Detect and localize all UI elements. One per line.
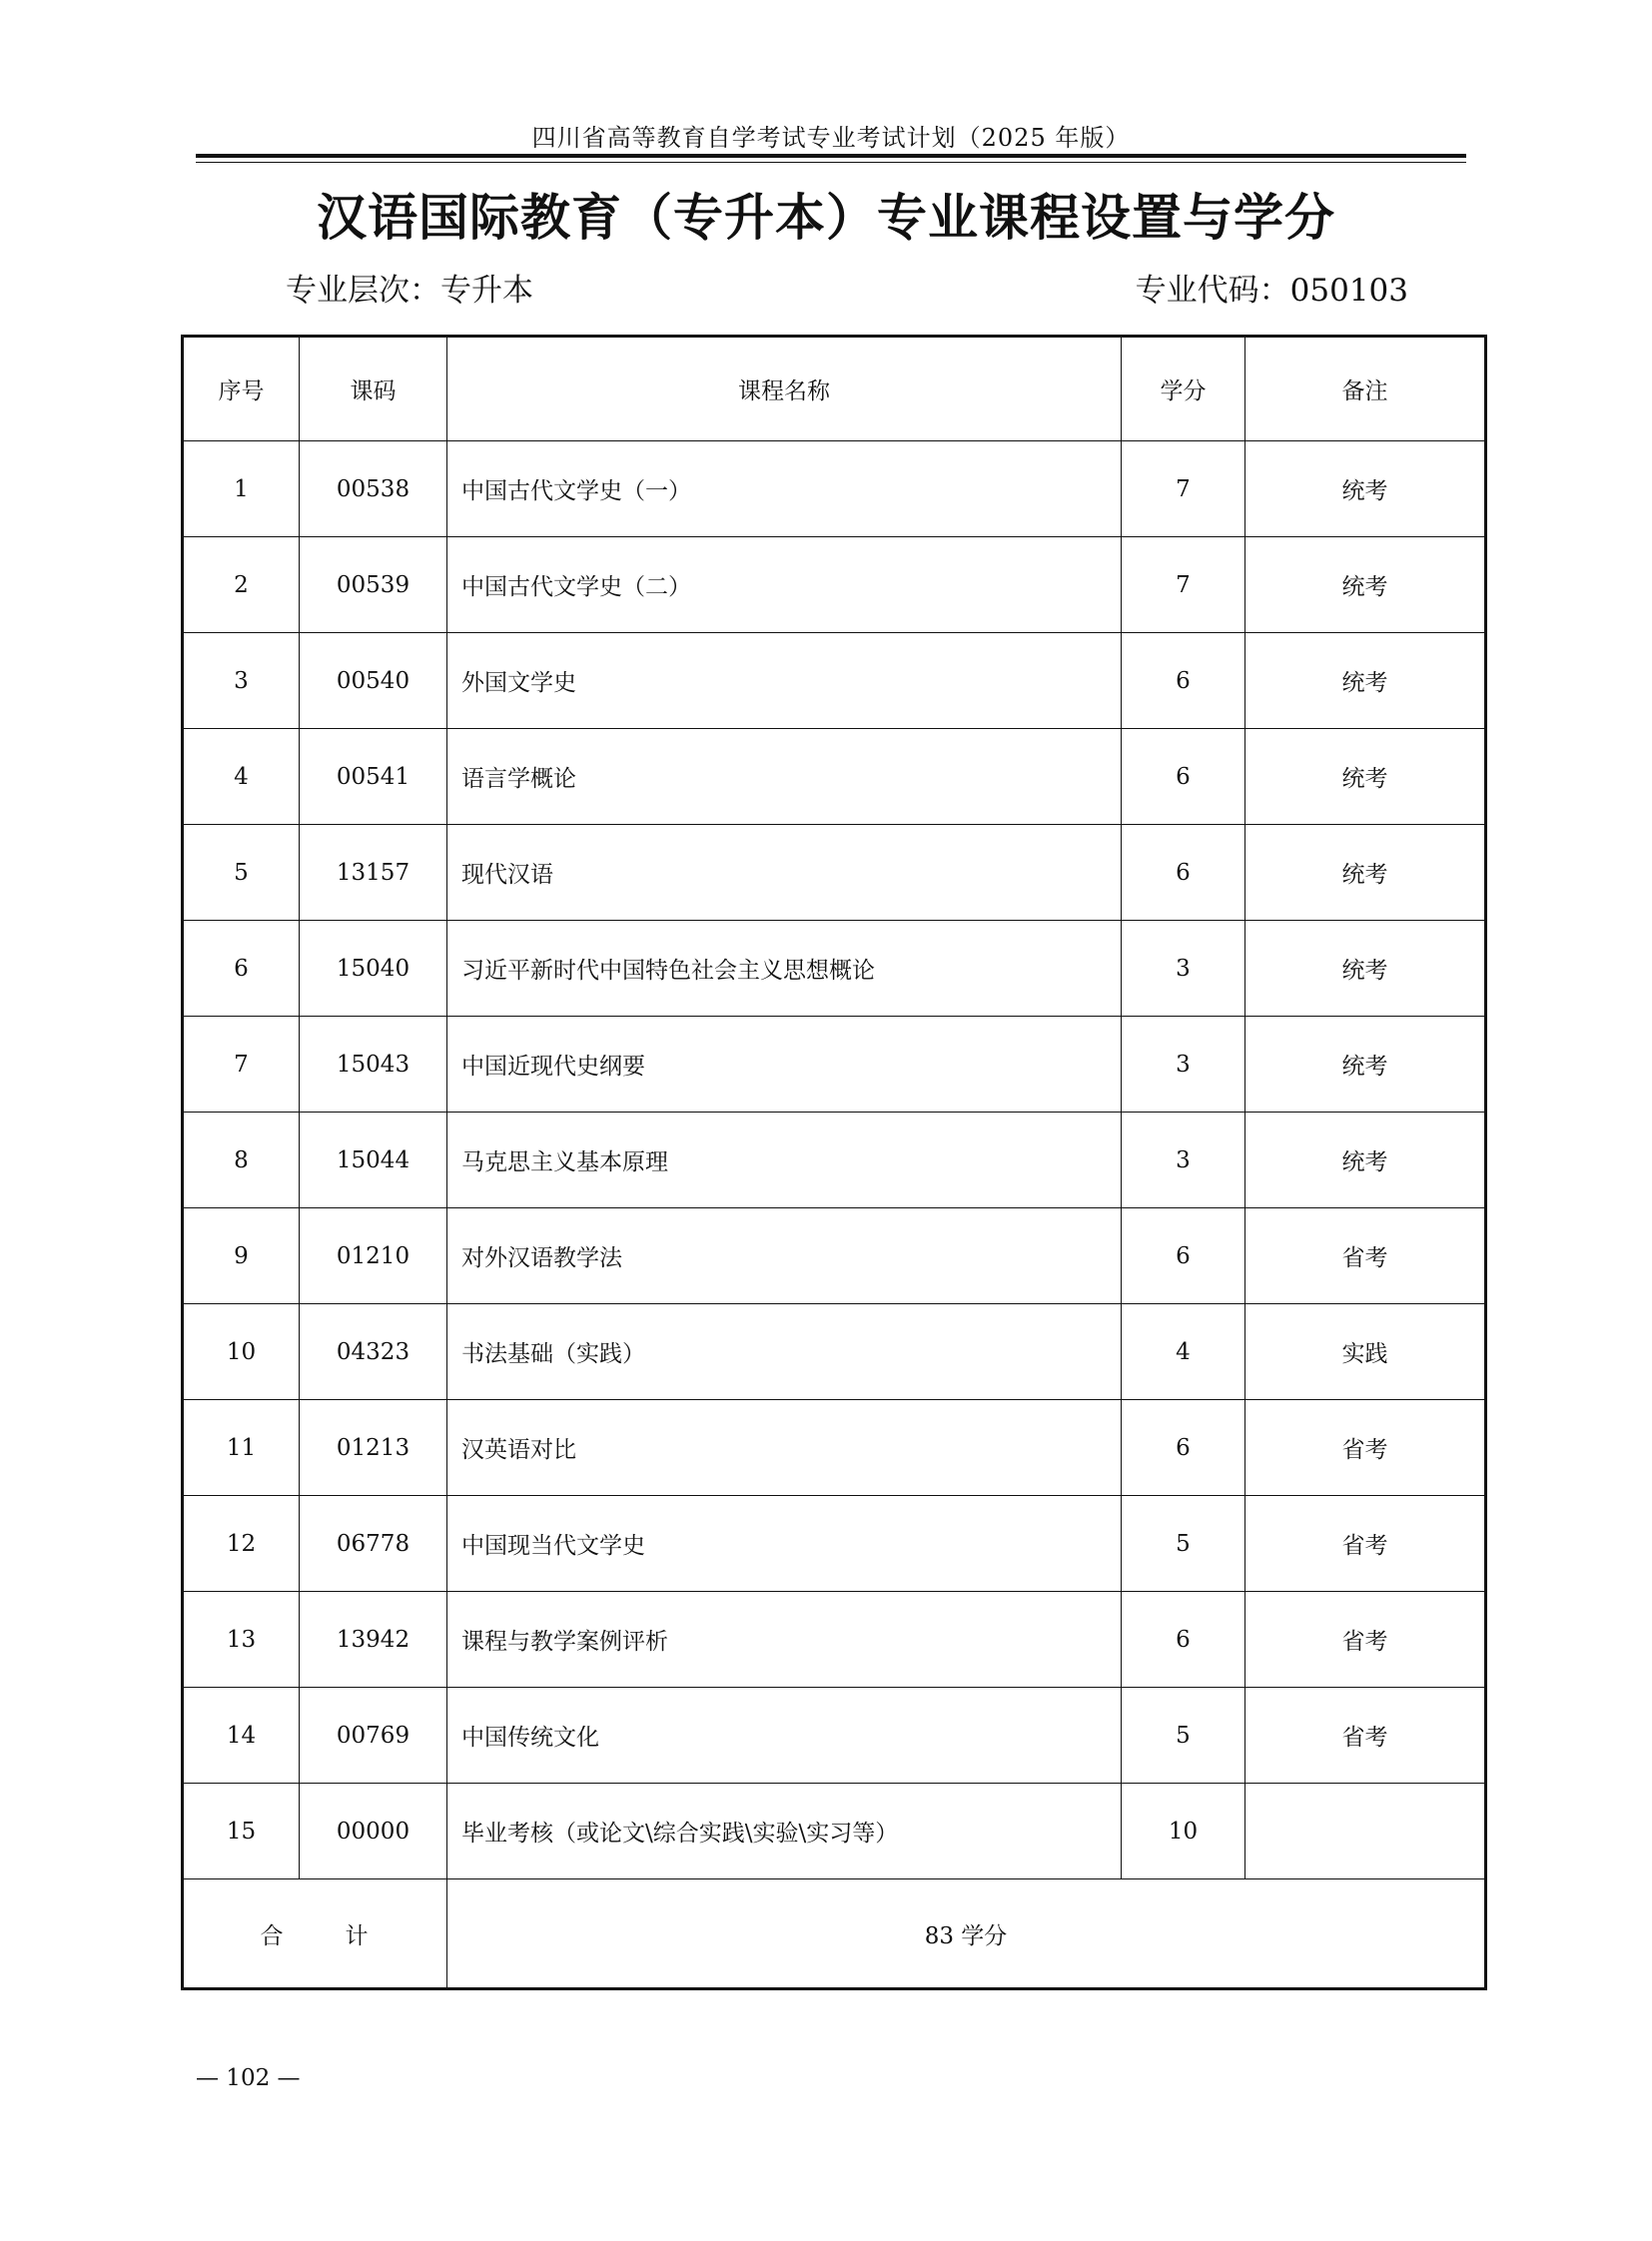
row-code: 00769	[300, 1688, 447, 1784]
total-value: 83 学分	[447, 1879, 1486, 1989]
row-code: 00539	[300, 537, 447, 633]
row-name: 现代汉语	[447, 825, 1122, 921]
row-name: 中国古代文学史（二）	[447, 537, 1122, 633]
row-note: 统考	[1245, 537, 1486, 633]
row-credits: 6	[1122, 633, 1245, 729]
table-row	[183, 441, 1486, 537]
row-no: 4	[183, 729, 300, 825]
page-title: 汉语国际教育（专升本）专业课程设置与学分	[317, 189, 1335, 247]
header-credits: 学分	[1122, 337, 1245, 441]
row-note: 统考	[1245, 633, 1486, 729]
row-no: 12	[183, 1496, 300, 1592]
table-row	[183, 1113, 1486, 1208]
page-number: — 102 —	[196, 2065, 301, 2091]
row-note: 省考	[1245, 1496, 1486, 1592]
row-name: 中国现当代文学史	[447, 1496, 1122, 1592]
table-row	[183, 1400, 1486, 1496]
table-row	[183, 1592, 1486, 1688]
table-row	[183, 1017, 1486, 1113]
row-name: 外国文学史	[447, 633, 1122, 729]
total-row	[183, 1879, 1486, 1989]
row-note: 统考	[1245, 825, 1486, 921]
table-row	[183, 729, 1486, 825]
row-code: 15043	[300, 1017, 447, 1113]
row-no: 9	[183, 1208, 300, 1304]
row-code: 15044	[300, 1113, 447, 1208]
row-name: 书法基础（实践）	[447, 1304, 1122, 1400]
row-code: 13942	[300, 1592, 447, 1688]
row-note: 省考	[1245, 1208, 1486, 1304]
row-credits: 6	[1122, 1400, 1245, 1496]
row-credits: 6	[1122, 1592, 1245, 1688]
row-credits: 3	[1122, 921, 1245, 1017]
row-credits: 3	[1122, 1017, 1245, 1113]
row-code: 00538	[300, 441, 447, 537]
header-name: 课程名称	[447, 337, 1122, 441]
row-credits: 5	[1122, 1688, 1245, 1784]
row-credits: 10	[1122, 1784, 1245, 1879]
row-no: 6	[183, 921, 300, 1017]
row-name: 对外汉语教学法	[447, 1208, 1122, 1304]
row-no: 8	[183, 1113, 300, 1208]
row-name: 语言学概论	[447, 729, 1122, 825]
table-row	[183, 633, 1486, 729]
row-name: 毕业考核（或论文\综合实践\实验\实习等）	[447, 1784, 1122, 1879]
course-table	[181, 335, 1487, 1990]
major-code-value: 050103	[1289, 273, 1408, 309]
row-name: 马克思主义基本原理	[447, 1113, 1122, 1208]
row-name: 中国传统文化	[447, 1688, 1122, 1784]
row-code: 00540	[300, 633, 447, 729]
total-label-b: 计	[345, 1922, 371, 1949]
row-credits: 6	[1122, 1208, 1245, 1304]
row-code: 00000	[300, 1784, 447, 1879]
header-note: 备注	[1245, 337, 1486, 441]
table-row	[183, 921, 1486, 1017]
header-rule-thick	[196, 154, 1466, 158]
row-note	[1245, 1784, 1486, 1879]
row-note: 统考	[1245, 921, 1486, 1017]
row-code: 01213	[300, 1400, 447, 1496]
table-row	[183, 1688, 1486, 1784]
row-no: 10	[183, 1304, 300, 1400]
header-code: 课码	[300, 337, 447, 441]
row-name: 中国近现代史纲要	[447, 1017, 1122, 1113]
row-no: 5	[183, 825, 300, 921]
table-row	[183, 1304, 1486, 1400]
row-code: 01210	[300, 1208, 447, 1304]
row-note: 省考	[1245, 1400, 1486, 1496]
row-credits: 3	[1122, 1113, 1245, 1208]
course-table-container	[181, 335, 1484, 1990]
row-code: 04323	[300, 1304, 447, 1400]
row-code: 13157	[300, 825, 447, 921]
major-level-label: 专业层次：	[286, 273, 440, 309]
row-no: 3	[183, 633, 300, 729]
row-no: 11	[183, 1400, 300, 1496]
row-note: 省考	[1245, 1592, 1486, 1688]
table-header-row	[183, 337, 1486, 441]
row-note: 统考	[1245, 1017, 1486, 1113]
table-row	[183, 1784, 1486, 1879]
row-credits: 5	[1122, 1496, 1245, 1592]
total-label	[183, 1879, 447, 1989]
row-no: 13	[183, 1592, 300, 1688]
row-code: 06778	[300, 1496, 447, 1592]
row-no: 14	[183, 1688, 300, 1784]
row-credits: 6	[1122, 729, 1245, 825]
row-no: 2	[183, 537, 300, 633]
row-credits: 7	[1122, 441, 1245, 537]
header-no: 序号	[183, 337, 300, 441]
row-note: 省考	[1245, 1688, 1486, 1784]
row-note: 统考	[1245, 441, 1486, 537]
row-name: 中国古代文学史（一）	[447, 441, 1122, 537]
total-label-a: 合	[260, 1922, 286, 1949]
table-row	[183, 1496, 1486, 1592]
row-note: 实践	[1245, 1304, 1486, 1400]
row-code: 00541	[300, 729, 447, 825]
row-no: 15	[183, 1784, 300, 1879]
row-note: 统考	[1245, 1113, 1486, 1208]
running-header: 四川省高等教育自学考试专业考试计划（2025 年版）	[531, 124, 1131, 152]
row-credits: 4	[1122, 1304, 1245, 1400]
row-name: 课程与教学案例评析	[447, 1592, 1122, 1688]
row-credits: 6	[1122, 825, 1245, 921]
row-no: 1	[183, 441, 300, 537]
table-row	[183, 1208, 1486, 1304]
row-code: 15040	[300, 921, 447, 1017]
header-rule-thin	[196, 162, 1466, 163]
row-name: 习近平新时代中国特色社会主义思想概论	[447, 921, 1122, 1017]
major-level-value: 专升本	[440, 273, 533, 309]
major-level	[286, 265, 533, 310]
row-no: 7	[183, 1017, 300, 1113]
table-row	[183, 825, 1486, 921]
row-credits: 7	[1122, 537, 1245, 633]
table-row	[183, 537, 1486, 633]
major-code	[1136, 265, 1408, 310]
row-name: 汉英语对比	[447, 1400, 1122, 1496]
row-note: 统考	[1245, 729, 1486, 825]
major-code-label: 专业代码：	[1135, 273, 1290, 309]
